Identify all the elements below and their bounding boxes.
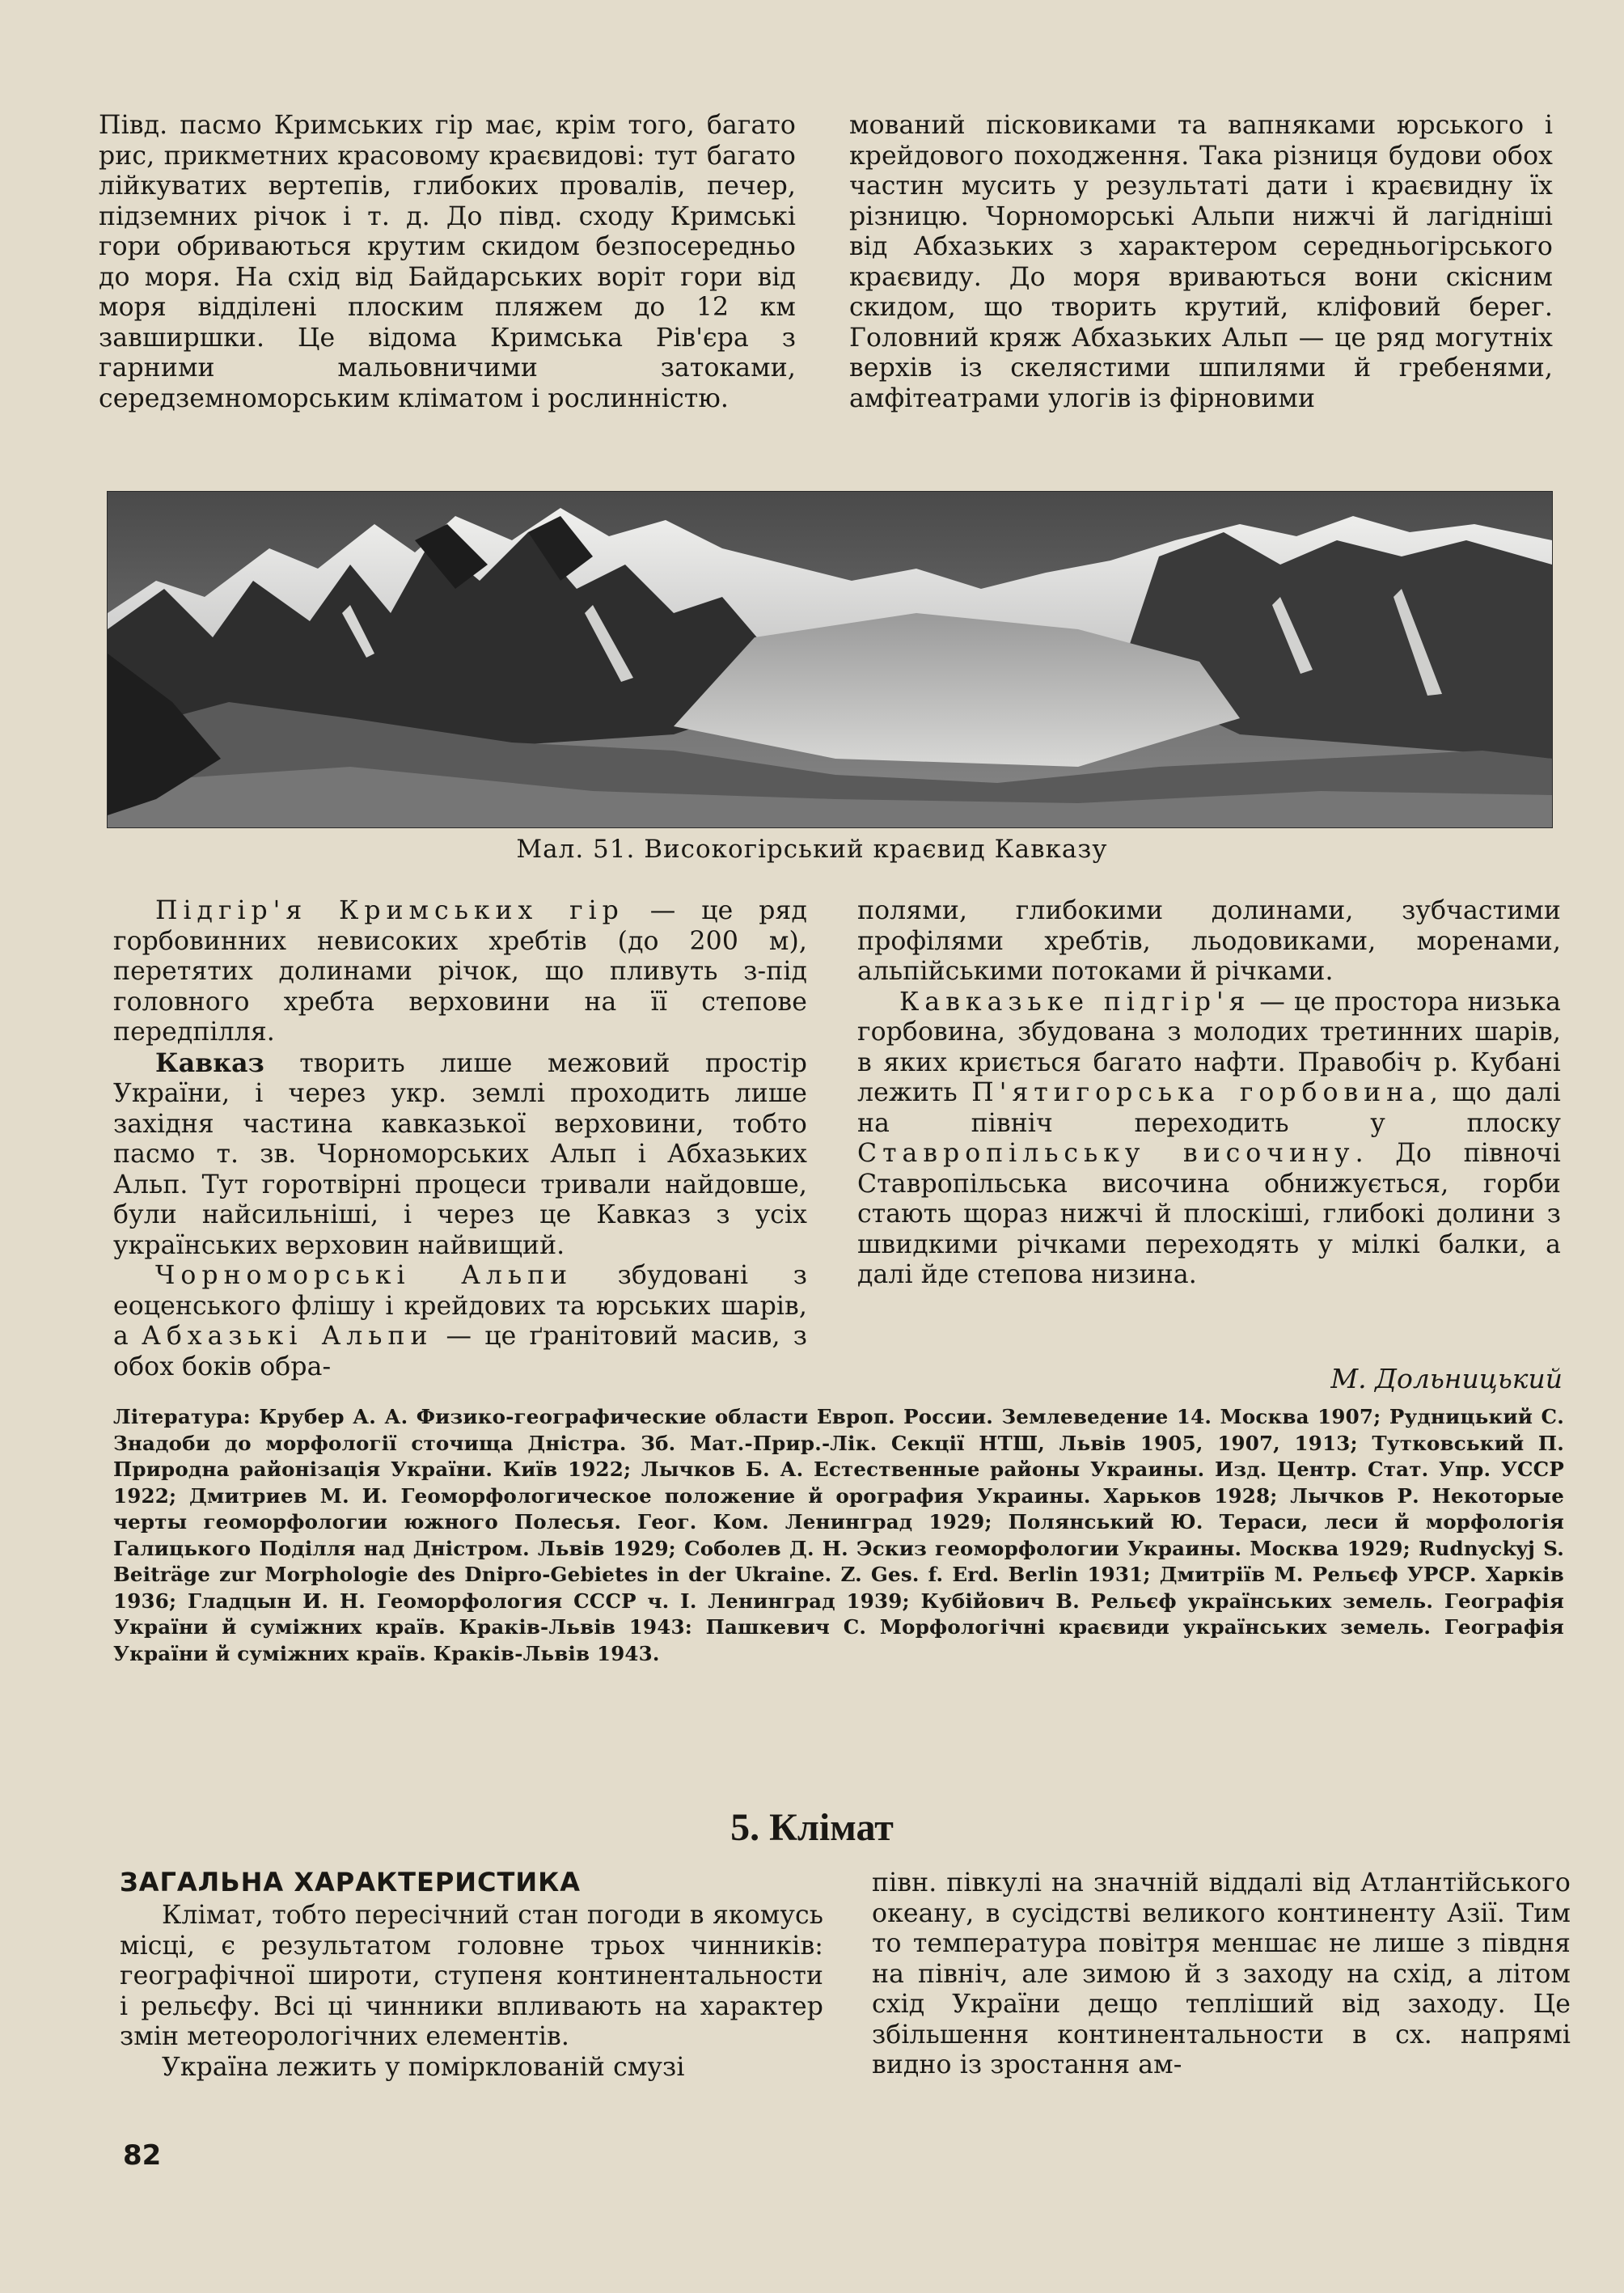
- middle-right-column: [857, 896, 1561, 1291]
- term-caucasus: Кавказ: [155, 1047, 264, 1078]
- top-right-paragraph: мований пісковиками та вапняками юрського і крейдового походження. Така різниця будови обох частин мусить у результаті дати і краєвидну їх різницю. Чорноморські Альпи нижчі й лагідніші від Абхазьких з характером середньогірського краєвиду. До моря вриваються вони скісним скидом, що творить крутий, кліфовий берег. Головний кряж Абхазьких Альп — це ряд могутніх верхів із скелястими шпилями й гребенями, амфітеатрами улогів із фірновими: [849, 111, 1553, 413]
- page-number: 82: [123, 2139, 162, 2172]
- author-signature: М. Дольницький: [1330, 1363, 1563, 1394]
- climate-paragraph-3: півн. півкулі на значній віддалі від Атлантійського океану, в сусідстві великого континенту Азії. Тим то температура повітря меншає не лише з півдня на північ, але зимою й з заходу на схід, а літом схід України дещо тепліший від заходу. Це збільшення континентальности в сх. напрямі видно із зростання ам-: [872, 1868, 1571, 2079]
- paragraph-caucasus-foothills: Кавказьке підгір'я — це простора низька горбовина, збудована з молодих третинних шарів, в яких криється багато нафти. Правобіч р. Кубані лежить П'ятигорська горбовина, що далі на північ переходить у плоску Ставропільську височину. До півночі Ставропільська височина обнижується, горби стають щораз нижчі й плоскіші, глибокі долини з швидкими річками переходять у мілкі балки, а далі йде степова низина.: [857, 987, 1561, 1289]
- climate-paragraph-1: Клімат, тобто пересічний стан погоди в якомусь місці, є результатом головне трьох чинників: географічної широти, ступеня континентальности і рельєфу. Всі ці чинники впливають на характер змін метеорологічних елементів.: [120, 1901, 823, 2051]
- term-abkhazian-alps: Абхазькі Альпи: [141, 1322, 433, 1351]
- climate-left-column: [120, 1901, 823, 2083]
- section-title: 5. Клімат: [730, 1806, 894, 1849]
- literature-label: Література:: [113, 1405, 251, 1428]
- caucasus-landscape-photo: [107, 491, 1553, 828]
- term-pyatigorsk-upland: П'ятигорська горбовина: [971, 1078, 1430, 1107]
- term-black-sea-alps: Чорноморські Альпи: [155, 1261, 573, 1290]
- climate-paragraph-2: Україна лежить у помірклованій смузі: [162, 2052, 685, 2082]
- paragraph-alps: Чорноморські Альпи збудовані з еоценського флішу і крейдових та юрських шарів, а Абхазькі Альпи — це ґранітовий масив, з обох боків обра-: [113, 1261, 808, 1381]
- top-left-column: [99, 111, 796, 414]
- paragraph-crimean-foothills: Підгір'я Кримських гір — це ряд горбовинних невисоких хребтів (до 200 м), перетятих долинами річок, що пливуть з-під головного хребта верховини на її степове передпілля.: [113, 896, 807, 1047]
- climate-right-column: [872, 1868, 1571, 2081]
- section-subheading: ЗАГАЛЬНА ХАРАКТЕРИСТИКА: [120, 1867, 582, 1897]
- literature-text: Крубер А. А. Физико-географические области Европ. России. Землеведение 14. Москва 1907; Рудницький С. Знадоби до морфології сточища Дністра. Зб. Мат.-Прир.-Лік. Секції НТШ, Львів 1905, 1907, 1913; Тутковський П. Природна районізація України. Київ 1922; Лычков Б. А. Естественные районы Украины. Изд. Центр. Стат. Упр. УССР 1922; Дмитриев М. И. Геоморфологическое положение й орография Украины. Харьков 1928; Лычков Р. Некоторые черты геоморфологии южного Полесья. Геог. Ком. Ленинград 1929; Полянський Ю. Тераси, леси й морфологія Галицького Поділля над Дністром. Львів 1929; Соболев Д. Н. Эскиз геоморфологии Украины. Москва 1929; Rudnyckyj S. Beiträge zur Morphologie des Dnipro-Gebietes in der Ukraine. Z. Ges. f. Erd. Berlin 1931; Дмитріїв М. Рельєф УРСР. Харків 1936; Гладцын И. Н. Геоморфология СССР ч. І. Ленинград 1939; Кубійович В. Рельєф українських земель. Географія України й суміжних країв. Краків-Львів 1943: Пашкевич С. Морфологічні краєвиди українських земель. Географія України й суміжних країв. Краків-Львів 1943.: [113, 1405, 1564, 1665]
- top-right-column: [849, 111, 1553, 414]
- term-stavropol-upland: Ставропільську височину: [857, 1139, 1355, 1168]
- figure-caption: Мал. 51. Високогірський краєвид Кавказу: [516, 835, 1108, 864]
- term-crimean-foothills: Підгір'я Кримських гір: [155, 896, 624, 925]
- middle-left-column: [113, 896, 807, 1382]
- top-left-paragraph: Півд. пасмо Кримських гір має, крім того, багато рис, прикметних красовому краєвидові: тут багато лійкуватих вертепів, глибоких провалів, печер, підземних річок і т. д. До півд. сходу Кримські гори обриваються крутим скидом безпосередньо до моря. На схід від Байдарських воріт гори від моря відділені плоским пляжем до 12 км завширшки. Це відома Кримська Рів'єра з гарними мальовничими затоками, середземноморським кліматом і рослинністю.: [99, 111, 796, 413]
- paragraph-caucasus: Кавказ творить лише межовий простір України, і через укр. землі проходить лише західня частина кавказької верховини, тобто пасмо т. зв. Чорноморських Альп і Абхазьких Альп. Тут горотвірні процеси тривали найдовше, були найсильніші, і через це Кавказ з усіх українських верховин найвищий.: [113, 1047, 807, 1260]
- term-caucasus-foothills: Кавказьке підгір'я: [899, 987, 1251, 1017]
- literature-list: [113, 1404, 1564, 1667]
- paragraph-continuation: полями, глибокими долинами, зубчастими профілями хребтів, льодовиками, моренами, альпійськими потоками й річками.: [857, 896, 1561, 986]
